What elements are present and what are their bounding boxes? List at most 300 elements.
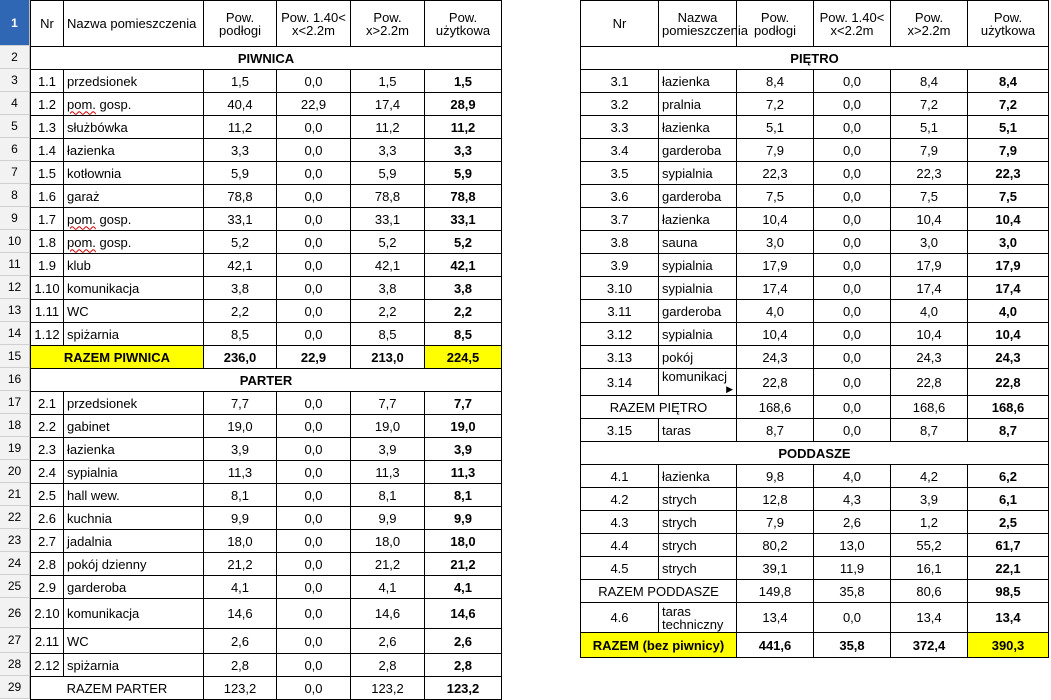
cell[interactable]: 14,6: [204, 599, 277, 629]
cell[interactable]: Pow. użytkowa: [968, 1, 1049, 47]
cell[interactable]: 3.12: [581, 323, 659, 346]
row-number[interactable]: 24: [0, 552, 30, 575]
row-number[interactable]: 18: [0, 414, 30, 437]
row-number[interactable]: 5: [0, 115, 30, 138]
cell[interactable]: 8,7: [737, 419, 814, 442]
cell[interactable]: przedsionek: [64, 70, 204, 93]
cell[interactable]: 8,5: [351, 323, 425, 346]
cell[interactable]: 1.12: [31, 323, 64, 346]
cell[interactable]: 3.15: [581, 419, 659, 442]
cell[interactable]: 22,9: [277, 346, 351, 369]
cell[interactable]: 2.1: [31, 392, 64, 415]
cell[interactable]: 5,2: [351, 231, 425, 254]
cell[interactable]: 0,0: [277, 530, 351, 553]
cell[interactable]: 21,2: [351, 553, 425, 576]
cell[interactable]: WC: [64, 629, 204, 654]
cell[interactable]: 1.7: [31, 208, 64, 231]
cell[interactable]: pralnia: [659, 93, 737, 116]
cell[interactable]: 0,0: [814, 323, 891, 346]
cell[interactable]: sypialnia: [64, 461, 204, 484]
cell[interactable]: 0,0: [814, 116, 891, 139]
cell[interactable]: 3.14: [581, 369, 659, 396]
cell[interactable]: 4.4: [581, 534, 659, 557]
cell[interactable]: 4.1: [581, 465, 659, 488]
cell[interactable]: 19,0: [425, 415, 502, 438]
cell[interactable]: 33,1: [425, 208, 502, 231]
cell[interactable]: kotłownia: [64, 162, 204, 185]
cell[interactable]: 17,4: [737, 277, 814, 300]
cell[interactable]: 8,4: [891, 70, 968, 93]
row-number[interactable]: 26: [0, 598, 30, 628]
row-number[interactable]: 12: [0, 276, 30, 299]
cell[interactable]: 2,6: [351, 629, 425, 654]
cell[interactable]: 0,0: [814, 369, 891, 396]
cell[interactable]: łazienka: [64, 139, 204, 162]
cell[interactable]: 0,0: [277, 438, 351, 461]
cell[interactable]: 0,0: [277, 392, 351, 415]
row-number[interactable]: 6: [0, 138, 30, 161]
cell[interactable]: 0,0: [277, 162, 351, 185]
cell[interactable]: 18,0: [351, 530, 425, 553]
cell[interactable]: 3.3: [581, 116, 659, 139]
cell[interactable]: 4,2: [891, 465, 968, 488]
cell[interactable]: 11,2: [351, 116, 425, 139]
cell[interactable]: 0,0: [814, 603, 891, 633]
cell[interactable]: 123,2: [204, 677, 277, 700]
cell[interactable]: 0,0: [814, 396, 891, 419]
cell[interactable]: 19,0: [204, 415, 277, 438]
cell[interactable]: 3,3: [351, 139, 425, 162]
cell[interactable]: 4,3: [814, 488, 891, 511]
cell[interactable]: 18,0: [204, 530, 277, 553]
row-number[interactable]: 14: [0, 322, 30, 345]
row-number[interactable]: 8: [0, 184, 30, 207]
cell[interactable]: 7,7: [425, 392, 502, 415]
cell[interactable]: RAZEM (bez piwnicy): [581, 633, 737, 658]
cell[interactable]: 3.8: [581, 231, 659, 254]
cell[interactable]: 42,1: [351, 254, 425, 277]
cell[interactable]: 4,1: [204, 576, 277, 599]
cell[interactable]: strych: [659, 488, 737, 511]
cell[interactable]: garderoba: [659, 185, 737, 208]
cell[interactable]: 0,0: [277, 507, 351, 530]
cell[interactable]: 4.2: [581, 488, 659, 511]
cell[interactable]: 7,5: [968, 185, 1049, 208]
cell[interactable]: 0,0: [277, 70, 351, 93]
cell[interactable]: 213,0: [351, 346, 425, 369]
cell[interactable]: PODDASZE: [581, 442, 1049, 465]
cell[interactable]: 1.9: [31, 254, 64, 277]
cell[interactable]: 5,1: [737, 116, 814, 139]
cell[interactable]: 42,1: [425, 254, 502, 277]
cell[interactable]: 390,3: [968, 633, 1049, 658]
cell[interactable]: 40,4: [204, 93, 277, 116]
cell[interactable]: pom. gosp.: [64, 93, 204, 116]
row-number[interactable]: 28: [0, 653, 30, 676]
cell[interactable]: 7,2: [737, 93, 814, 116]
cell[interactable]: 0,0: [814, 300, 891, 323]
cell[interactable]: 1.6: [31, 185, 64, 208]
cell[interactable]: łazienka: [659, 208, 737, 231]
cell[interactable]: 2,8: [351, 654, 425, 677]
cell[interactable]: 0,0: [277, 300, 351, 323]
cell[interactable]: 8,1: [425, 484, 502, 507]
cell[interactable]: hall wew.: [64, 484, 204, 507]
cell[interactable]: przedsionek: [64, 392, 204, 415]
cell[interactable]: 17,4: [968, 277, 1049, 300]
cell[interactable]: 10,4: [737, 208, 814, 231]
cell[interactable]: 33,1: [351, 208, 425, 231]
cell[interactable]: 14,6: [351, 599, 425, 629]
cell[interactable]: 8,5: [425, 323, 502, 346]
cell[interactable]: 7,7: [351, 392, 425, 415]
cell[interactable]: 1,5: [351, 70, 425, 93]
cell[interactable]: 0,0: [814, 208, 891, 231]
cell[interactable]: 17,9: [737, 254, 814, 277]
cell[interactable]: RAZEM PIĘTRO: [581, 396, 737, 419]
cell[interactable]: łazienka: [659, 465, 737, 488]
cell[interactable]: Pow. podłogi: [737, 1, 814, 47]
cell[interactable]: 2.8: [31, 553, 64, 576]
cell[interactable]: komunikacj ▶: [659, 369, 737, 396]
cell[interactable]: 8,4: [968, 70, 1049, 93]
cell[interactable]: łazienka: [64, 438, 204, 461]
cell[interactable]: komunikacja: [64, 599, 204, 629]
row-number[interactable]: 27: [0, 628, 30, 653]
cell[interactable]: 2,2: [204, 300, 277, 323]
cell[interactable]: pom. gosp.: [64, 208, 204, 231]
cell[interactable]: 0,0: [277, 231, 351, 254]
cell[interactable]: 11,3: [351, 461, 425, 484]
cell[interactable]: 42,1: [204, 254, 277, 277]
cell[interactable]: 0,0: [814, 419, 891, 442]
cell[interactable]: 14,6: [425, 599, 502, 629]
cell[interactable]: 3.9: [581, 254, 659, 277]
cell[interactable]: 1.4: [31, 139, 64, 162]
cell[interactable]: 3.11: [581, 300, 659, 323]
cell[interactable]: 0,0: [277, 677, 351, 700]
cell[interactable]: 0,0: [277, 139, 351, 162]
cell[interactable]: garderoba: [659, 300, 737, 323]
cell[interactable]: sypialnia: [659, 277, 737, 300]
cell[interactable]: 0,0: [277, 323, 351, 346]
cell[interactable]: garderoba: [659, 139, 737, 162]
cell[interactable]: Nr: [581, 1, 659, 47]
cell[interactable]: 0,0: [277, 415, 351, 438]
cell[interactable]: 55,2: [891, 534, 968, 557]
cell[interactable]: 4.6: [581, 603, 659, 633]
cell[interactable]: 5,9: [204, 162, 277, 185]
cell[interactable]: 6,1: [968, 488, 1049, 511]
cell[interactable]: 0,0: [277, 277, 351, 300]
cell[interactable]: 123,2: [351, 677, 425, 700]
cell[interactable]: 2,8: [425, 654, 502, 677]
cell[interactable]: 98,5: [968, 580, 1049, 603]
cell[interactable]: 8,4: [737, 70, 814, 93]
cell[interactable]: 8,1: [351, 484, 425, 507]
cell[interactable]: 2,2: [351, 300, 425, 323]
cell[interactable]: 80,2: [737, 534, 814, 557]
cell[interactable]: 5,1: [891, 116, 968, 139]
cell[interactable]: 149,8: [737, 580, 814, 603]
cell[interactable]: 7,2: [891, 93, 968, 116]
cell[interactable]: 19,0: [351, 415, 425, 438]
cell[interactable]: 7,5: [891, 185, 968, 208]
cell[interactable]: 24,3: [737, 346, 814, 369]
cell[interactable]: 16,1: [891, 557, 968, 580]
row-number[interactable]: 9: [0, 207, 30, 230]
cell[interactable]: 35,8: [814, 633, 891, 658]
cell[interactable]: 22,9: [277, 93, 351, 116]
cell[interactable]: PIĘTRO: [581, 47, 1049, 70]
cell[interactable]: Nr: [31, 1, 64, 47]
cell[interactable]: 0,0: [277, 576, 351, 599]
cell[interactable]: 0,0: [277, 484, 351, 507]
cell[interactable]: 2,6: [814, 511, 891, 534]
row-number[interactable]: 22: [0, 506, 30, 529]
cell[interactable]: 1,2: [891, 511, 968, 534]
cell[interactable]: 17,4: [351, 93, 425, 116]
cell[interactable]: 0,0: [814, 277, 891, 300]
cell[interactable]: garderoba: [64, 576, 204, 599]
cell[interactable]: 1.8: [31, 231, 64, 254]
cell[interactable]: 39,1: [737, 557, 814, 580]
cell[interactable]: 78,8: [204, 185, 277, 208]
cell[interactable]: taras: [659, 419, 737, 442]
cell[interactable]: 2.11: [31, 629, 64, 654]
cell[interactable]: 3.2: [581, 93, 659, 116]
row-number[interactable]: 21: [0, 483, 30, 506]
cell[interactable]: Pow. 1.40< x<2.2m: [814, 1, 891, 47]
cell[interactable]: 5,9: [425, 162, 502, 185]
cell[interactable]: taras techniczny: [659, 603, 737, 633]
row-number[interactable]: 29: [0, 676, 30, 699]
cell[interactable]: 8,5: [204, 323, 277, 346]
cell[interactable]: Pow. x>2.2m: [351, 1, 425, 47]
cell[interactable]: PARTER: [31, 369, 502, 392]
cell[interactable]: 1,5: [425, 70, 502, 93]
cell[interactable]: 10,4: [968, 323, 1049, 346]
cell[interactable]: 17,4: [891, 277, 968, 300]
cell[interactable]: sypialnia: [659, 254, 737, 277]
cell[interactable]: 0,0: [277, 629, 351, 654]
cell[interactable]: 2.5: [31, 484, 64, 507]
row-number[interactable]: 3: [0, 69, 30, 92]
cell[interactable]: 17,9: [968, 254, 1049, 277]
cell[interactable]: 1.11: [31, 300, 64, 323]
cell[interactable]: 1.3: [31, 116, 64, 139]
cell[interactable]: Pow. użytkowa: [425, 1, 502, 47]
cell[interactable]: 2.4: [31, 461, 64, 484]
cell[interactable]: gabinet: [64, 415, 204, 438]
cell[interactable]: 168,6: [968, 396, 1049, 419]
cell[interactable]: 4,0: [891, 300, 968, 323]
row-number[interactable]: 1: [0, 0, 30, 46]
cell[interactable]: 8,7: [891, 419, 968, 442]
cell[interactable]: 0,0: [814, 70, 891, 93]
cell[interactable]: 3,8: [204, 277, 277, 300]
row-number[interactable]: 2: [0, 46, 30, 69]
cell[interactable]: 22,8: [968, 369, 1049, 396]
cell[interactable]: 1,5: [204, 70, 277, 93]
cell[interactable]: 18,0: [425, 530, 502, 553]
cell[interactable]: WC: [64, 300, 204, 323]
cell[interactable]: 11,9: [814, 557, 891, 580]
cell[interactable]: 6,2: [968, 465, 1049, 488]
cell[interactable]: 5,2: [425, 231, 502, 254]
cell[interactable]: 78,8: [425, 185, 502, 208]
cell[interactable]: 3.6: [581, 185, 659, 208]
cell[interactable]: 1.10: [31, 277, 64, 300]
cell[interactable]: 22,3: [737, 162, 814, 185]
cell[interactable]: 1.5: [31, 162, 64, 185]
cell[interactable]: 24,3: [891, 346, 968, 369]
cell[interactable]: 4,0: [968, 300, 1049, 323]
cell[interactable]: 9,9: [204, 507, 277, 530]
cell[interactable]: 22,3: [891, 162, 968, 185]
cell[interactable]: spiżarnia: [64, 323, 204, 346]
cell[interactable]: 7,9: [737, 511, 814, 534]
cell[interactable]: 372,4: [891, 633, 968, 658]
cell[interactable]: 2.3: [31, 438, 64, 461]
cell[interactable]: 224,5: [425, 346, 502, 369]
cell[interactable]: 0,0: [814, 162, 891, 185]
cell[interactable]: 168,6: [737, 396, 814, 419]
cell[interactable]: 0,0: [277, 553, 351, 576]
cell[interactable]: kuchnia: [64, 507, 204, 530]
cell[interactable]: 5,2: [204, 231, 277, 254]
row-number[interactable]: 25: [0, 575, 30, 598]
cell[interactable]: łazienka: [659, 116, 737, 139]
cell[interactable]: 80,6: [891, 580, 968, 603]
cell[interactable]: PIWNICA: [31, 47, 502, 70]
cell[interactable]: 11,2: [204, 116, 277, 139]
row-number[interactable]: 20: [0, 460, 30, 483]
cell[interactable]: RAZEM PARTER: [31, 677, 204, 700]
cell[interactable]: Pow. 1.40< x<2.2m: [277, 1, 351, 47]
cell[interactable]: 3,0: [968, 231, 1049, 254]
cell[interactable]: 8,1: [204, 484, 277, 507]
cell[interactable]: Nazwa pomieszczenia: [659, 1, 737, 47]
cell[interactable]: 22,3: [968, 162, 1049, 185]
cell[interactable]: 0,0: [814, 231, 891, 254]
cell[interactable]: 9,8: [737, 465, 814, 488]
cell[interactable]: 0,0: [277, 185, 351, 208]
cell[interactable]: służbówka: [64, 116, 204, 139]
cell[interactable]: 9,9: [425, 507, 502, 530]
cell[interactable]: 35,8: [814, 580, 891, 603]
cell[interactable]: 2.10: [31, 599, 64, 629]
cell[interactable]: 3,8: [425, 277, 502, 300]
cell[interactable]: 0,0: [814, 93, 891, 116]
cell[interactable]: spiżarnia: [64, 654, 204, 677]
cell[interactable]: strych: [659, 557, 737, 580]
cell[interactable]: 0,0: [277, 599, 351, 629]
cell[interactable]: 0,0: [814, 185, 891, 208]
cell[interactable]: 4,1: [425, 576, 502, 599]
cell[interactable]: 24,3: [968, 346, 1049, 369]
row-number[interactable]: 16: [0, 368, 30, 391]
cell[interactable]: 10,4: [737, 323, 814, 346]
cell[interactable]: RAZEM PODDASZE: [581, 580, 737, 603]
cell[interactable]: 13,4: [891, 603, 968, 633]
cell[interactable]: 3.1: [581, 70, 659, 93]
cell[interactable]: 0,0: [814, 139, 891, 162]
cell[interactable]: 236,0: [204, 346, 277, 369]
cell[interactable]: łazienka: [659, 70, 737, 93]
cell[interactable]: 8,7: [968, 419, 1049, 442]
row-number[interactable]: 15: [0, 345, 30, 368]
cell[interactable]: 10,4: [891, 208, 968, 231]
row-number[interactable]: 19: [0, 437, 30, 460]
cell[interactable]: 78,8: [351, 185, 425, 208]
cell[interactable]: 7,2: [968, 93, 1049, 116]
cell[interactable]: sypialnia: [659, 323, 737, 346]
cell[interactable]: 3,9: [425, 438, 502, 461]
cell[interactable]: strych: [659, 534, 737, 557]
cell[interactable]: 3,9: [891, 488, 968, 511]
cell[interactable]: 3,9: [204, 438, 277, 461]
cell[interactable]: 3,9: [351, 438, 425, 461]
cell[interactable]: pokój dzienny: [64, 553, 204, 576]
cell[interactable]: 7,7: [204, 392, 277, 415]
cell[interactable]: 168,6: [891, 396, 968, 419]
cell[interactable]: 13,0: [814, 534, 891, 557]
cell[interactable]: 13,4: [737, 603, 814, 633]
cell[interactable]: 2.7: [31, 530, 64, 553]
cell[interactable]: 2,6: [425, 629, 502, 654]
cell[interactable]: 4,0: [737, 300, 814, 323]
cell[interactable]: 11,3: [425, 461, 502, 484]
cell[interactable]: 2.9: [31, 576, 64, 599]
cell[interactable]: 3,0: [737, 231, 814, 254]
cell[interactable]: Nazwa pomieszczenia: [64, 1, 204, 47]
cell[interactable]: 3,3: [204, 139, 277, 162]
cell[interactable]: 61,7: [968, 534, 1049, 557]
cell[interactable]: 12,8: [737, 488, 814, 511]
cell[interactable]: 3,0: [891, 231, 968, 254]
cell[interactable]: komunikacja: [64, 277, 204, 300]
cell[interactable]: 3,3: [425, 139, 502, 162]
cell[interactable]: 22,8: [891, 369, 968, 396]
row-number[interactable]: 7: [0, 161, 30, 184]
cell[interactable]: 123,2: [425, 677, 502, 700]
cell[interactable]: 22,8: [737, 369, 814, 396]
cell[interactable]: 3.4: [581, 139, 659, 162]
row-number[interactable]: 17: [0, 391, 30, 414]
cell[interactable]: 1.1: [31, 70, 64, 93]
cell[interactable]: 2,5: [968, 511, 1049, 534]
cell[interactable]: 4,1: [351, 576, 425, 599]
cell[interactable]: 22,1: [968, 557, 1049, 580]
cell[interactable]: 7,5: [737, 185, 814, 208]
cell[interactable]: 21,2: [425, 553, 502, 576]
cell[interactable]: pokój: [659, 346, 737, 369]
cell[interactable]: 7,9: [891, 139, 968, 162]
cell[interactable]: 10,4: [968, 208, 1049, 231]
cell[interactable]: 2.12: [31, 654, 64, 677]
row-number[interactable]: 23: [0, 529, 30, 552]
cell[interactable]: 33,1: [204, 208, 277, 231]
cell[interactable]: 3.5: [581, 162, 659, 185]
cell[interactable]: sypialnia: [659, 162, 737, 185]
cell[interactable]: 3.13: [581, 346, 659, 369]
cell[interactable]: strych: [659, 511, 737, 534]
cell[interactable]: 2.2: [31, 415, 64, 438]
cell[interactable]: 0,0: [814, 346, 891, 369]
row-number[interactable]: 11: [0, 253, 30, 276]
cell[interactable]: 3,8: [351, 277, 425, 300]
